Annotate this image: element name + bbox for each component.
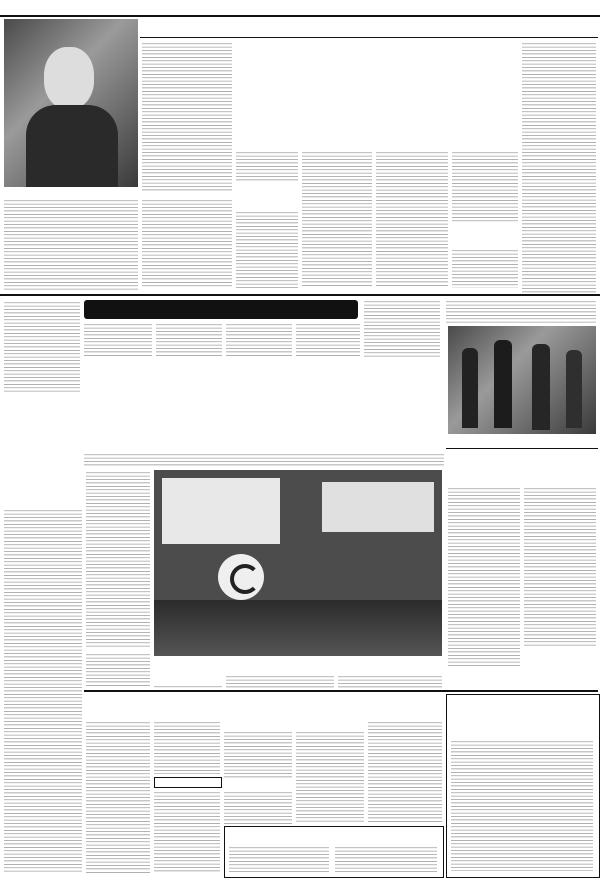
top-article-col-4 <box>376 150 448 288</box>
uruguay-body-col-1b <box>86 652 150 688</box>
zagladin-photo <box>448 326 596 434</box>
disarm-col-3b <box>224 790 292 824</box>
section-rule-2 <box>84 690 598 692</box>
uruguay-body-col-1 <box>86 470 150 648</box>
section-rule-1 <box>0 294 600 296</box>
top-article-right-col <box>522 41 596 293</box>
top-article-col-2a <box>236 150 298 182</box>
uruguay-banner <box>84 300 358 319</box>
rally-banner-right <box>322 482 434 532</box>
disarm-author <box>154 777 222 788</box>
uruguay-lede-col-1 <box>84 322 152 358</box>
masthead-rule <box>0 15 600 17</box>
rally-banner-left <box>162 478 280 544</box>
rally-photo <box>154 470 442 670</box>
top-article-col-5b <box>452 248 518 288</box>
top-article-col-3 <box>302 150 372 288</box>
top-article-col-5 <box>452 150 518 222</box>
kke-congress-box <box>446 694 600 878</box>
right-col-upper-text <box>446 299 596 323</box>
uruguay-lede-col-4 <box>364 299 440 359</box>
rally-photo-caption <box>154 656 442 662</box>
left-intro-text <box>4 198 138 290</box>
uruguay-body-bottom-a <box>226 674 334 688</box>
disarm-col-3a <box>224 730 292 778</box>
uruguay-body-bottom-b <box>338 674 442 688</box>
kicker-rule <box>140 37 598 38</box>
zagladin-body-col-2 <box>524 486 596 648</box>
disarm-col-2a <box>154 720 220 774</box>
company-ad <box>224 826 444 878</box>
left-col-upper <box>4 300 80 392</box>
top-article-col-1 <box>142 41 232 193</box>
uruguay-lede-col-2 <box>156 322 222 358</box>
side-article-body <box>4 508 82 874</box>
hammer-sickle-icon <box>218 554 264 600</box>
disarm-col-1 <box>86 720 150 874</box>
rally-banner-left-text <box>162 478 280 484</box>
disarm-col-5 <box>368 720 442 824</box>
zagladin-body-col-1 <box>448 486 520 666</box>
chernenko-photo <box>4 19 138 187</box>
disarm-col-2b <box>154 790 220 874</box>
top-article-col-1b <box>142 198 232 288</box>
uruguay-lede-col-3b <box>296 322 360 358</box>
disarm-col-4 <box>296 730 364 824</box>
rally-banner-right-text <box>322 482 434 488</box>
uruguay-body-bottom-c <box>154 684 222 688</box>
uruguay-intro-line <box>84 452 444 466</box>
crowd <box>154 600 442 656</box>
right-col-rule <box>446 448 598 449</box>
top-article-col-2b <box>236 210 298 288</box>
uruguay-lede-col-3 <box>226 322 292 358</box>
